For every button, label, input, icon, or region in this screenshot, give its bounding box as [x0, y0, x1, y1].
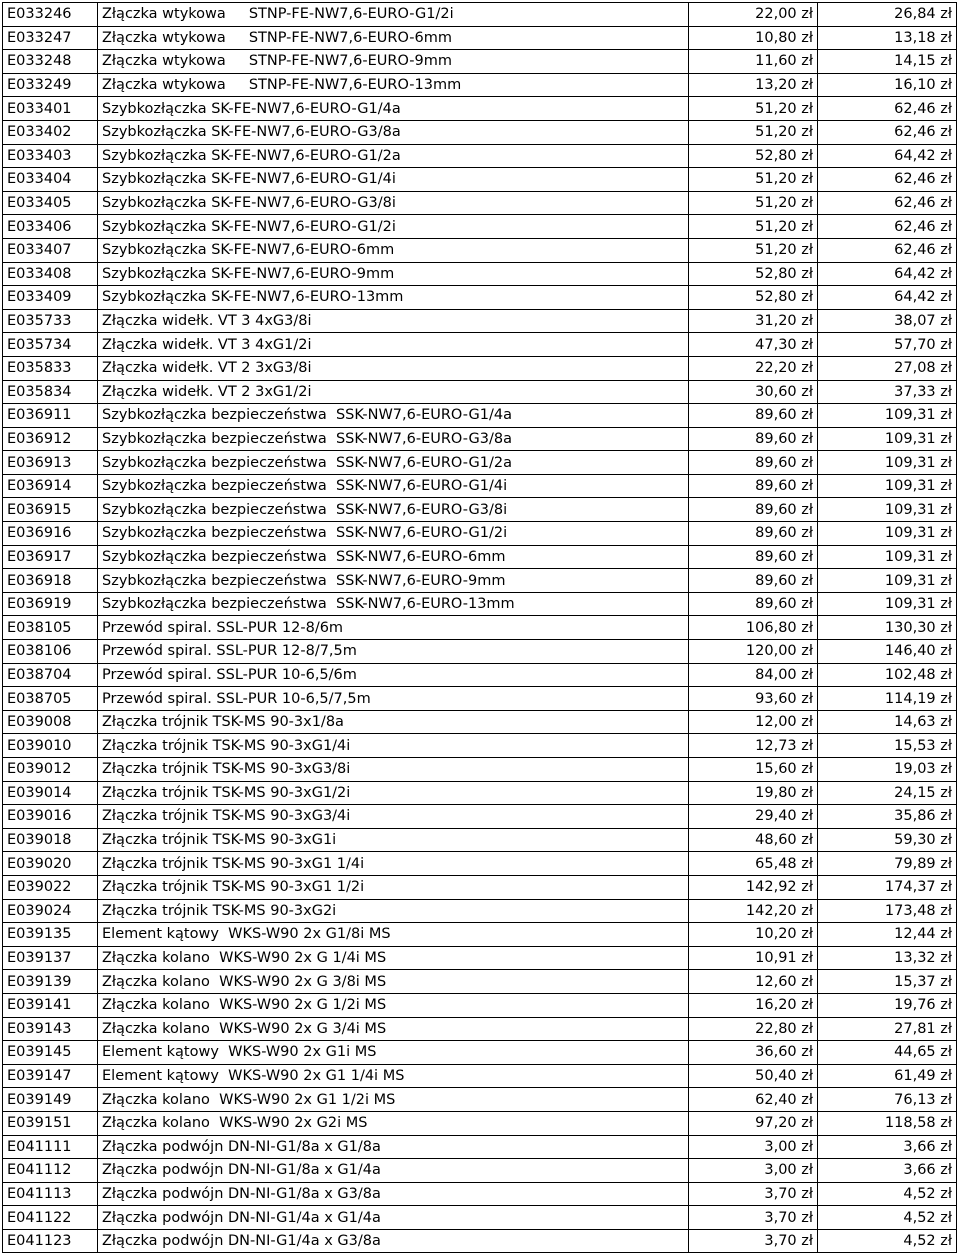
net-price-cell: 15,60 zł	[689, 758, 818, 782]
table-row	[3, 1182, 957, 1206]
product-code-cell: E033407	[3, 238, 98, 262]
table-row	[3, 875, 957, 899]
table-row	[3, 569, 957, 593]
gross-price-cell: 24,15 zł	[818, 781, 957, 805]
gross-price-cell: 13,18 zł	[818, 26, 957, 50]
product-code-cell: E041111	[3, 1135, 98, 1159]
table-row	[3, 592, 957, 616]
product-code-cell: E039147	[3, 1064, 98, 1088]
gross-price-cell: 62,46 zł	[818, 238, 957, 262]
table-row	[3, 73, 957, 97]
product-description-cell: Złączka kolano WKS-W90 2x G1 1/2i MS	[98, 1088, 689, 1112]
product-code-cell: E033404	[3, 168, 98, 192]
table-row	[3, 1206, 957, 1230]
table-row	[3, 710, 957, 734]
product-code-cell: E039012	[3, 758, 98, 782]
net-price-cell: 19,80 zł	[689, 781, 818, 805]
net-price-cell: 51,20 zł	[689, 238, 818, 262]
product-code-cell: E033246	[3, 3, 98, 27]
product-code-cell: E041112	[3, 1159, 98, 1183]
net-price-cell: 142,92 zł	[689, 875, 818, 899]
gross-price-cell: 16,10 zł	[818, 73, 957, 97]
net-price-cell: 22,20 zł	[689, 356, 818, 380]
product-description-cell: Szybkozłączka bezpieczeństwa SSK-NW7,6-EURO-G3/8i	[98, 498, 689, 522]
gross-price-cell: 109,31 zł	[818, 427, 957, 451]
table-row	[3, 3, 957, 27]
net-price-cell: 89,60 zł	[689, 592, 818, 616]
table-row	[3, 215, 957, 239]
net-price-cell: 51,20 zł	[689, 168, 818, 192]
table-row	[3, 852, 957, 876]
product-code-cell: E033247	[3, 26, 98, 50]
product-code-cell: E039024	[3, 899, 98, 923]
table-row	[3, 50, 957, 74]
product-code-cell: E041123	[3, 1229, 98, 1253]
product-description-cell: Złączka podwójn DN-NI-G1/4a x G3/8a	[98, 1229, 689, 1253]
product-code-cell: E036917	[3, 545, 98, 569]
net-price-cell: 142,20 zł	[689, 899, 818, 923]
gross-price-cell: 64,42 zł	[818, 286, 957, 310]
price-table	[2, 2, 957, 1253]
table-row	[3, 1041, 957, 1065]
product-description-cell: Przewód spiral. SSL-PUR 12-8/7,5m	[98, 640, 689, 664]
table-row	[3, 616, 957, 640]
net-price-cell: 52,80 zł	[689, 144, 818, 168]
product-description-cell: Szybkozłączka SK-FE-NW7,6-EURO-9mm	[98, 262, 689, 286]
gross-price-cell: 3,66 zł	[818, 1135, 957, 1159]
product-code-cell: E039145	[3, 1041, 98, 1065]
product-description-cell: Złączka widełk. VT 2 3xG3/8i	[98, 356, 689, 380]
product-code-cell: E039149	[3, 1088, 98, 1112]
table-row	[3, 1229, 957, 1253]
table-row	[3, 26, 957, 50]
gross-price-cell: 146,40 zł	[818, 640, 957, 664]
gross-price-cell: 35,86 zł	[818, 805, 957, 829]
product-description-cell: Złączka podwójn DN-NI-G1/4a x G1/4a	[98, 1206, 689, 1230]
net-price-cell: 3,70 zł	[689, 1206, 818, 1230]
gross-price-cell: 57,70 zł	[818, 333, 957, 357]
net-price-cell: 93,60 zł	[689, 687, 818, 711]
net-price-cell: 10,20 zł	[689, 923, 818, 947]
net-price-cell: 47,30 zł	[689, 333, 818, 357]
product-description-cell: Przewód spiral. SSL-PUR 12-8/6m	[98, 616, 689, 640]
gross-price-cell: 64,42 zł	[818, 262, 957, 286]
product-description-cell: Złączka widełk. VT 2 3xG1/2i	[98, 380, 689, 404]
table-body	[3, 3, 957, 1253]
table-row	[3, 758, 957, 782]
product-code-cell: E033405	[3, 191, 98, 215]
net-price-cell: 22,80 zł	[689, 1017, 818, 1041]
net-price-cell: 52,80 zł	[689, 262, 818, 286]
table-row	[3, 805, 957, 829]
product-code-cell: E039137	[3, 946, 98, 970]
net-price-cell: 12,00 zł	[689, 710, 818, 734]
product-description-cell: Złączka widełk. VT 3 4xG3/8i	[98, 309, 689, 333]
gross-price-cell: 38,07 zł	[818, 309, 957, 333]
table-row	[3, 262, 957, 286]
gross-price-cell: 19,03 zł	[818, 758, 957, 782]
net-price-cell: 13,20 zł	[689, 73, 818, 97]
product-code-cell: E035734	[3, 333, 98, 357]
table-row	[3, 97, 957, 121]
product-code-cell: E039135	[3, 923, 98, 947]
product-description-cell: Złączka wtykowa STNP-FE-NW7,6-EURO-G1/2i	[98, 3, 689, 27]
product-description-cell: Szybkozłączka bezpieczeństwa SSK-NW7,6-EURO-9mm	[98, 569, 689, 593]
product-code-cell: E036919	[3, 592, 98, 616]
gross-price-cell: 44,65 zł	[818, 1041, 957, 1065]
net-price-cell: 65,48 zł	[689, 852, 818, 876]
net-price-cell: 51,20 zł	[689, 191, 818, 215]
product-description-cell: Element kątowy WKS-W90 2x G1/8i MS	[98, 923, 689, 947]
product-description-cell: Przewód spiral. SSL-PUR 10-6,5/7,5m	[98, 687, 689, 711]
net-price-cell: 22,00 zł	[689, 3, 818, 27]
net-price-cell: 29,40 zł	[689, 805, 818, 829]
net-price-cell: 89,60 zł	[689, 451, 818, 475]
product-description-cell: Złączka widełk. VT 3 4xG1/2i	[98, 333, 689, 357]
product-code-cell: E039141	[3, 993, 98, 1017]
product-code-cell: E041122	[3, 1206, 98, 1230]
net-price-cell: 12,73 zł	[689, 734, 818, 758]
table-row	[3, 734, 957, 758]
net-price-cell: 3,00 zł	[689, 1159, 818, 1183]
product-description-cell: Złączka trójnik TSK-MS 90-3xG1/4i	[98, 734, 689, 758]
table-row	[3, 333, 957, 357]
gross-price-cell: 102,48 zł	[818, 663, 957, 687]
net-price-cell: 52,80 zł	[689, 286, 818, 310]
product-description-cell: Szybkozłączka bezpieczeństwa SSK-NW7,6-EURO-G3/8a	[98, 427, 689, 451]
product-code-cell: E039020	[3, 852, 98, 876]
table-row	[3, 356, 957, 380]
table-row	[3, 970, 957, 994]
product-description-cell: Szybkozłączka bezpieczeństwa SSK-NW7,6-EURO-G1/2i	[98, 522, 689, 546]
product-description-cell: Szybkozłączka SK-FE-NW7,6-EURO-G3/8a	[98, 120, 689, 144]
gross-price-cell: 62,46 zł	[818, 168, 957, 192]
product-description-cell: Szybkozłączka SK-FE-NW7,6-EURO-6mm	[98, 238, 689, 262]
table-row	[3, 781, 957, 805]
net-price-cell: 51,20 zł	[689, 97, 818, 121]
gross-price-cell: 109,31 zł	[818, 451, 957, 475]
gross-price-cell: 174,37 zł	[818, 875, 957, 899]
table-row	[3, 451, 957, 475]
product-code-cell: E039139	[3, 970, 98, 994]
product-description-cell: Złączka trójnik TSK-MS 90-3xG1 1/2i	[98, 875, 689, 899]
gross-price-cell: 109,31 zł	[818, 569, 957, 593]
product-code-cell: E036915	[3, 498, 98, 522]
gross-price-cell: 109,31 zł	[818, 498, 957, 522]
product-description-cell: Szybkozłączka bezpieczeństwa SSK-NW7,6-EURO-6mm	[98, 545, 689, 569]
product-code-cell: E036912	[3, 427, 98, 451]
net-price-cell: 89,60 zł	[689, 474, 818, 498]
gross-price-cell: 12,44 zł	[818, 923, 957, 947]
product-description-cell: Złączka kolano WKS-W90 2x G 1/4i MS	[98, 946, 689, 970]
table-row	[3, 946, 957, 970]
gross-price-cell: 109,31 zł	[818, 404, 957, 428]
product-description-cell: Element kątowy WKS-W90 2x G1i MS	[98, 1041, 689, 1065]
table-row	[3, 144, 957, 168]
table-row	[3, 168, 957, 192]
net-price-cell: 89,60 zł	[689, 569, 818, 593]
gross-price-cell: 14,15 zł	[818, 50, 957, 74]
product-description-cell: Szybkozłączka bezpieczeństwa SSK-NW7,6-EURO-G1/4i	[98, 474, 689, 498]
product-description-cell: Złączka trójnik TSK-MS 90-3xG1/2i	[98, 781, 689, 805]
gross-price-cell: 27,08 zł	[818, 356, 957, 380]
table-row	[3, 1135, 957, 1159]
gross-price-cell: 4,52 zł	[818, 1206, 957, 1230]
product-description-cell: Złączka kolano WKS-W90 2x G 3/4i MS	[98, 1017, 689, 1041]
product-description-cell: Złączka trójnik TSK-MS 90-3xG1 1/4i	[98, 852, 689, 876]
net-price-cell: 10,80 zł	[689, 26, 818, 50]
product-code-cell: E039014	[3, 781, 98, 805]
net-price-cell: 120,00 zł	[689, 640, 818, 664]
product-description-cell: Złączka trójnik TSK-MS 90-3xG2i	[98, 899, 689, 923]
product-code-cell: E033409	[3, 286, 98, 310]
product-code-cell: E039016	[3, 805, 98, 829]
gross-price-cell: 27,81 zł	[818, 1017, 957, 1041]
table-row	[3, 663, 957, 687]
product-description-cell: Złączka trójnik TSK-MS 90-3xG3/8i	[98, 758, 689, 782]
product-code-cell: E036916	[3, 522, 98, 546]
product-description-cell: Przewód spiral. SSL-PUR 10-6,5/6m	[98, 663, 689, 687]
net-price-cell: 62,40 zł	[689, 1088, 818, 1112]
product-description-cell: Złączka podwójn DN-NI-G1/8a x G1/4a	[98, 1159, 689, 1183]
table-row	[3, 404, 957, 428]
table-row	[3, 309, 957, 333]
product-code-cell: E035834	[3, 380, 98, 404]
product-description-cell: Złączka kolano WKS-W90 2x G 3/8i MS	[98, 970, 689, 994]
product-description-cell: Szybkozłączka bezpieczeństwa SSK-NW7,6-EURO-13mm	[98, 592, 689, 616]
product-code-cell: E039143	[3, 1017, 98, 1041]
table-row	[3, 640, 957, 664]
gross-price-cell: 64,42 zł	[818, 144, 957, 168]
product-description-cell: Szybkozłączka SK-FE-NW7,6-EURO-G1/4i	[98, 168, 689, 192]
table-row	[3, 993, 957, 1017]
net-price-cell: 89,60 zł	[689, 498, 818, 522]
product-code-cell: E038705	[3, 687, 98, 711]
table-row	[3, 1111, 957, 1135]
table-row	[3, 687, 957, 711]
product-description-cell: Złączka wtykowa STNP-FE-NW7,6-EURO-9mm	[98, 50, 689, 74]
product-description-cell: Złączka kolano WKS-W90 2x G2i MS	[98, 1111, 689, 1135]
net-price-cell: 89,60 zł	[689, 427, 818, 451]
product-description-cell: Szybkozłączka SK-FE-NW7,6-EURO-G1/4a	[98, 97, 689, 121]
product-description-cell: Złączka wtykowa STNP-FE-NW7,6-EURO-13mm	[98, 73, 689, 97]
product-description-cell: Złączka wtykowa STNP-FE-NW7,6-EURO-6mm	[98, 26, 689, 50]
product-description-cell: Złączka trójnik TSK-MS 90-3xG3/4i	[98, 805, 689, 829]
product-code-cell: E038105	[3, 616, 98, 640]
gross-price-cell: 14,63 zł	[818, 710, 957, 734]
gross-price-cell: 114,19 zł	[818, 687, 957, 711]
product-code-cell: E033248	[3, 50, 98, 74]
net-price-cell: 3,00 zł	[689, 1135, 818, 1159]
gross-price-cell: 62,46 zł	[818, 97, 957, 121]
gross-price-cell: 109,31 zł	[818, 592, 957, 616]
product-code-cell: E033403	[3, 144, 98, 168]
gross-price-cell: 61,49 zł	[818, 1064, 957, 1088]
product-code-cell: E033408	[3, 262, 98, 286]
product-description-cell: Szybkozłączka SK-FE-NW7,6-EURO-G1/2i	[98, 215, 689, 239]
product-description-cell: Szybkozłączka bezpieczeństwa SSK-NW7,6-EURO-G1/2a	[98, 451, 689, 475]
gross-price-cell: 37,33 zł	[818, 380, 957, 404]
gross-price-cell: 76,13 zł	[818, 1088, 957, 1112]
product-description-cell: Złączka podwójn DN-NI-G1/8a x G3/8a	[98, 1182, 689, 1206]
product-code-cell: E035833	[3, 356, 98, 380]
product-description-cell: Element kątowy WKS-W90 2x G1 1/4i MS	[98, 1064, 689, 1088]
gross-price-cell: 59,30 zł	[818, 828, 957, 852]
table-row	[3, 545, 957, 569]
gross-price-cell: 130,30 zł	[818, 616, 957, 640]
product-code-cell: E036911	[3, 404, 98, 428]
product-description-cell: Złączka trójnik TSK-MS 90-3xG1i	[98, 828, 689, 852]
net-price-cell: 106,80 zł	[689, 616, 818, 640]
table-row	[3, 1017, 957, 1041]
net-price-cell: 11,60 zł	[689, 50, 818, 74]
table-row	[3, 427, 957, 451]
product-description-cell: Szybkozłączka SK-FE-NW7,6-EURO-13mm	[98, 286, 689, 310]
net-price-cell: 10,91 zł	[689, 946, 818, 970]
net-price-cell: 89,60 zł	[689, 522, 818, 546]
product-code-cell: E033401	[3, 97, 98, 121]
product-code-cell: E039022	[3, 875, 98, 899]
gross-price-cell: 13,32 zł	[818, 946, 957, 970]
gross-price-cell: 109,31 zł	[818, 474, 957, 498]
gross-price-cell: 62,46 zł	[818, 120, 957, 144]
product-code-cell: E036913	[3, 451, 98, 475]
net-price-cell: 84,00 zł	[689, 663, 818, 687]
product-code-cell: E039018	[3, 828, 98, 852]
product-code-cell: E038704	[3, 663, 98, 687]
table-row	[3, 1088, 957, 1112]
table-row	[3, 1064, 957, 1088]
table-row	[3, 899, 957, 923]
table-row	[3, 498, 957, 522]
product-description-cell: Szybkozłączka SK-FE-NW7,6-EURO-G1/2a	[98, 144, 689, 168]
product-description-cell: Złączka kolano WKS-W90 2x G 1/2i MS	[98, 993, 689, 1017]
product-code-cell: E033406	[3, 215, 98, 239]
gross-price-cell: 109,31 zł	[818, 522, 957, 546]
product-description-cell: Szybkozłączka bezpieczeństwa SSK-NW7,6-EURO-G1/4a	[98, 404, 689, 428]
net-price-cell: 16,20 zł	[689, 993, 818, 1017]
net-price-cell: 3,70 zł	[689, 1182, 818, 1206]
table-row	[3, 191, 957, 215]
table-row	[3, 238, 957, 262]
gross-price-cell: 26,84 zł	[818, 3, 957, 27]
table-row	[3, 923, 957, 947]
table-row	[3, 474, 957, 498]
table-row	[3, 522, 957, 546]
net-price-cell: 30,60 zł	[689, 380, 818, 404]
product-code-cell: E038106	[3, 640, 98, 664]
product-description-cell: Złączka trójnik TSK-MS 90-3x1/8a	[98, 710, 689, 734]
gross-price-cell: 62,46 zł	[818, 191, 957, 215]
product-code-cell: E033249	[3, 73, 98, 97]
table-row	[3, 1159, 957, 1183]
product-code-cell: E036914	[3, 474, 98, 498]
net-price-cell: 50,40 zł	[689, 1064, 818, 1088]
net-price-cell: 36,60 zł	[689, 1041, 818, 1065]
net-price-cell: 12,60 zł	[689, 970, 818, 994]
table-row	[3, 120, 957, 144]
net-price-cell: 48,60 zł	[689, 828, 818, 852]
table-row	[3, 380, 957, 404]
table-row	[3, 286, 957, 310]
gross-price-cell: 15,53 zł	[818, 734, 957, 758]
product-code-cell: E036918	[3, 569, 98, 593]
gross-price-cell: 15,37 zł	[818, 970, 957, 994]
product-description-cell: Szybkozłączka SK-FE-NW7,6-EURO-G3/8i	[98, 191, 689, 215]
net-price-cell: 89,60 zł	[689, 545, 818, 569]
product-code-cell: E039010	[3, 734, 98, 758]
net-price-cell: 3,70 zł	[689, 1229, 818, 1253]
product-code-cell: E035733	[3, 309, 98, 333]
net-price-cell: 51,20 zł	[689, 120, 818, 144]
net-price-cell: 31,20 zł	[689, 309, 818, 333]
net-price-cell: 51,20 zł	[689, 215, 818, 239]
net-price-cell: 89,60 zł	[689, 404, 818, 428]
gross-price-cell: 79,89 zł	[818, 852, 957, 876]
product-description-cell: Złączka podwójn DN-NI-G1/8a x G1/8a	[98, 1135, 689, 1159]
product-code-cell: E039151	[3, 1111, 98, 1135]
gross-price-cell: 62,46 zł	[818, 215, 957, 239]
product-code-cell: E041113	[3, 1182, 98, 1206]
gross-price-cell: 173,48 zł	[818, 899, 957, 923]
gross-price-cell: 4,52 zł	[818, 1182, 957, 1206]
product-code-cell: E039008	[3, 710, 98, 734]
product-code-cell: E033402	[3, 120, 98, 144]
gross-price-cell: 4,52 zł	[818, 1229, 957, 1253]
table-row	[3, 828, 957, 852]
gross-price-cell: 19,76 zł	[818, 993, 957, 1017]
gross-price-cell: 118,58 zł	[818, 1111, 957, 1135]
gross-price-cell: 109,31 zł	[818, 545, 957, 569]
net-price-cell: 97,20 zł	[689, 1111, 818, 1135]
gross-price-cell: 3,66 zł	[818, 1159, 957, 1183]
